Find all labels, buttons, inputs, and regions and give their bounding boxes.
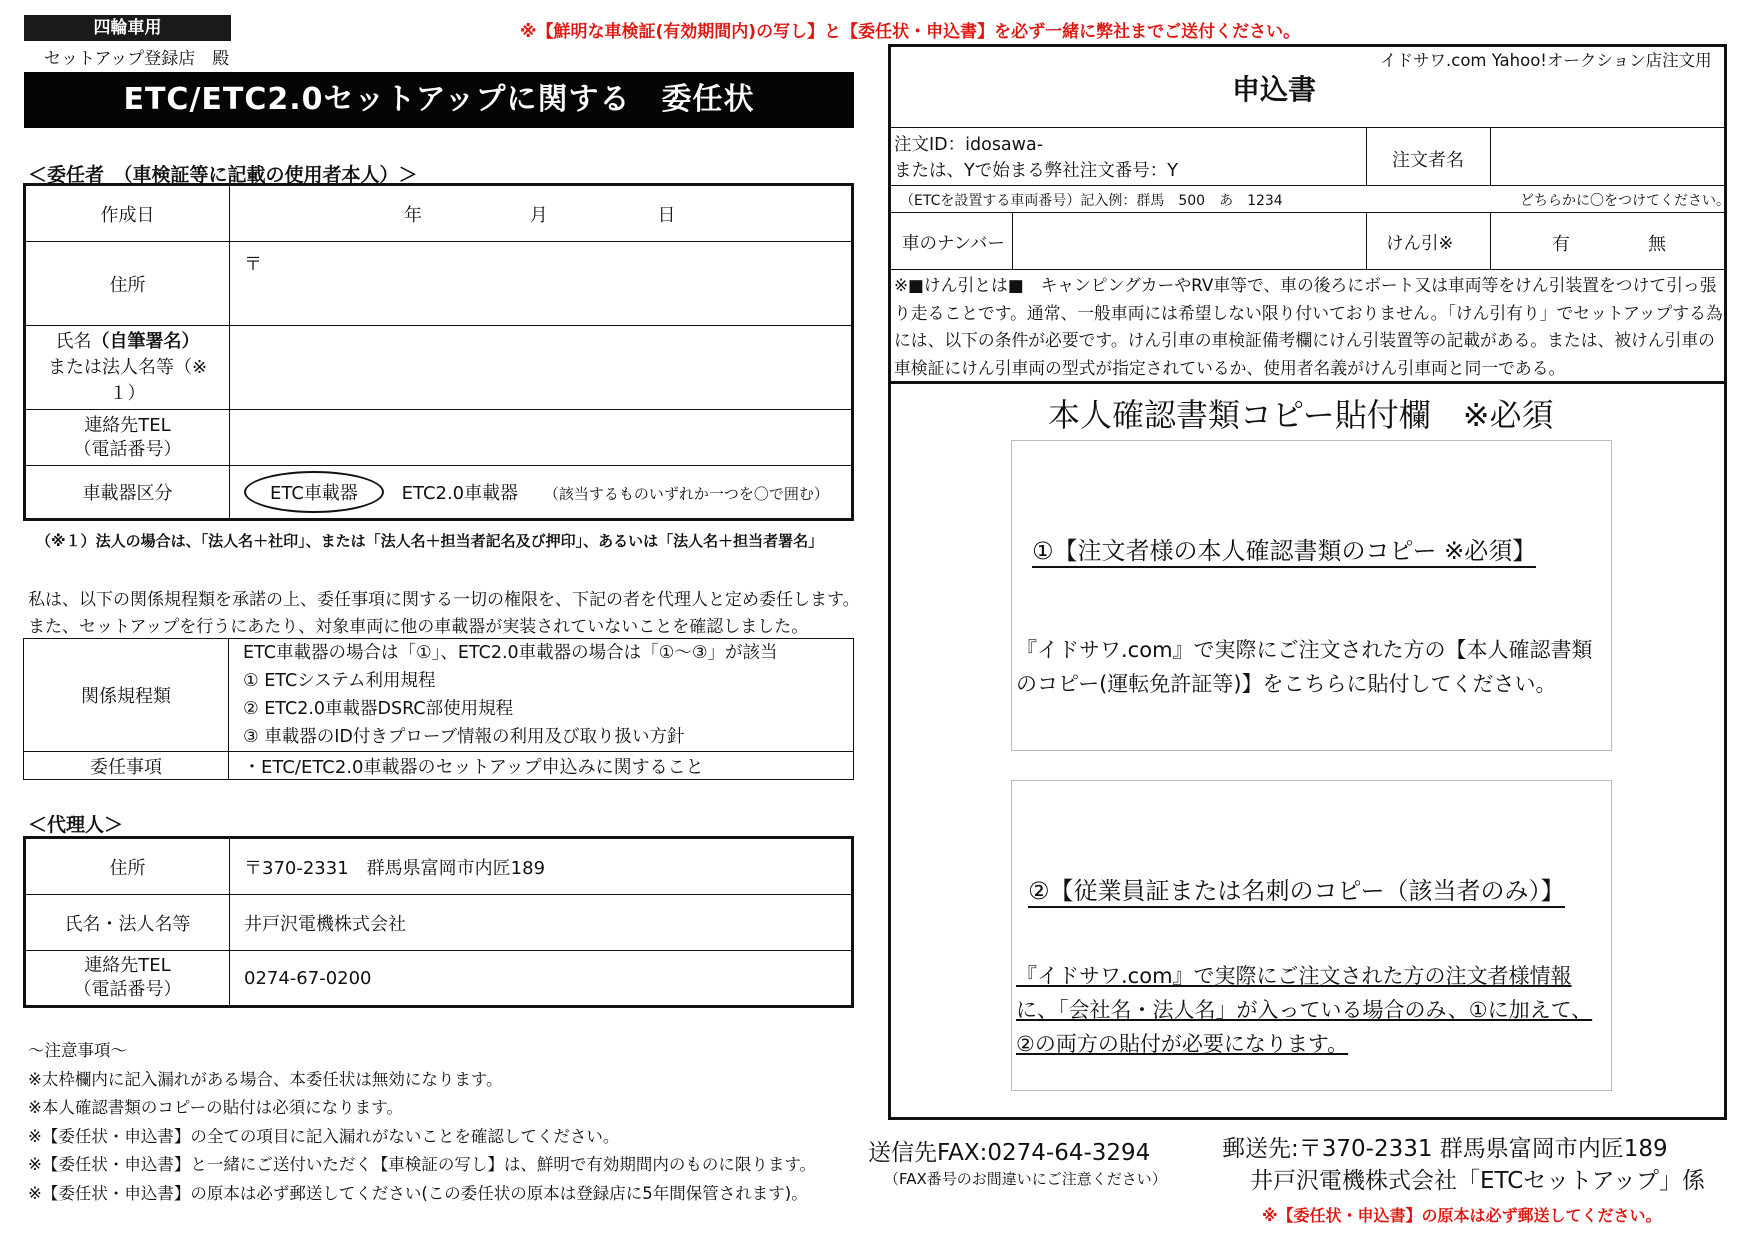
device-option-etc[interactable]: ETC車載器 <box>244 471 384 513</box>
mandate-text: ・ETC/ETC2.0車載器のセットアップ申込みに関すること <box>229 752 854 780</box>
page-title: ETC/ETC2.0セットアップに関する 委任状 <box>24 72 854 128</box>
divider <box>890 185 1725 186</box>
note-item: ※本人確認書類のコピーの貼付は必須になります。 <box>28 1098 403 1117</box>
divider <box>1490 212 1491 269</box>
box1-instructions: 『イドサワ.com』で実際にご注文された方の【本人確認書類 のコピー(運転免許証等)】をこちらに貼付してください。 <box>1016 638 1593 696</box>
tow-label: けん引※ <box>1386 234 1454 254</box>
fax-note: （FAX番号のお間違いにご注意ください） <box>884 1170 1167 1188</box>
divider <box>1366 127 1367 185</box>
name-field[interactable] <box>230 326 853 410</box>
fax-number: 送信先FAX:0274-64-3294 <box>868 1140 1151 1166</box>
plate-number-field[interactable] <box>1014 213 1364 268</box>
box2-title: ②【従業員証または名刺のコピー（該当者のみ）】 <box>1028 871 1565 908</box>
year-label: 年 <box>404 204 422 226</box>
device-field[interactable] <box>230 466 853 520</box>
agent-address-value: 〒370-2331 群馬県富岡市内匠189 <box>230 838 853 895</box>
tow-yes-option[interactable]: 有 <box>1552 234 1570 255</box>
orderer-label: 注文者名 <box>1392 150 1464 171</box>
rules-item: ① ETCシステム利用規程 <box>243 671 436 691</box>
corporate-footnote: （※１）法人の場合は、「法人名＋社印」、または「法人名＋担当者記名及び押印」、あるいは「法人名＋担当者署名」 <box>36 532 824 550</box>
mail-attention: 井戸沢電機株式会社「ETCセットアップ」係 <box>1250 1168 1705 1194</box>
rules-item: ③ 車載器のID付きプローブ情報の利用及び取り扱い方針 <box>243 727 685 747</box>
rules-item: ETC車載器の場合は「①」、ETC2.0車載器の場合は「①～③」が該当 <box>243 643 778 663</box>
mandate-label: 委任事項 <box>24 752 229 780</box>
divider <box>890 269 1725 270</box>
circle-hint: どちらかに〇をつけてください。 <box>1520 193 1730 209</box>
mail-address: 郵送先:〒370-2331 群馬県富岡市内匠189 <box>1222 1136 1668 1162</box>
orderer-name-field[interactable] <box>1491 128 1725 185</box>
rules-list <box>229 639 854 752</box>
device-note: （該当するものいずれか一つを〇で囲む） <box>543 485 829 503</box>
footer-red-note: ※【委任状・申込書】の原本は必ず郵送してください。 <box>1262 1206 1662 1225</box>
postal-mark: 〒 <box>244 254 262 275</box>
plate-hint: （ETCを設置する車両番号）記入例：群馬 500 あ 1234 <box>900 193 1283 209</box>
name-label: 氏名（自筆署名） または法人名等（※１） <box>25 326 230 410</box>
addressee: セットアップ登録店 殿 <box>44 49 230 69</box>
vehicle-type-tag: 四輪車用 <box>24 15 231 41</box>
rules-item: ② ETC2.0車載器DSRC部使用規程 <box>243 699 514 719</box>
id-copy-box-1[interactable] <box>1011 440 1612 751</box>
shop-label: イドサワ.com Yahoo!オークション店注文用 <box>1380 51 1712 70</box>
note-item: ※【委任状・申込書】の全ての項目に記入漏れがないことを確認してください。 <box>28 1126 620 1146</box>
box1-title: ①【注文者様の本人確認書類のコピー ※必須】 <box>1032 531 1536 568</box>
month-label: 月 <box>529 204 548 226</box>
tel-field[interactable] <box>230 410 853 466</box>
agent-tel-label: 連絡先TEL （電話番号） <box>25 951 230 1007</box>
address-field[interactable] <box>230 242 853 326</box>
device-option-etc2[interactable]: ETC2.0車載器 <box>401 483 519 504</box>
divider <box>1366 212 1367 269</box>
box2-instructions: 『イドサワ.com』で実際にご注文された方の注文者様情報 に、「会社名・法人名」が入っている場合のみ、①に加えて、 ②の両方の貼付が必要になります。 <box>1016 964 1593 1056</box>
date-label: 作成日 <box>25 185 230 242</box>
principal-table <box>23 183 854 521</box>
note-item: ※太枠欄内に記入漏れがある場合、本委任状は無効になります。 <box>28 1069 503 1089</box>
note-item: ※【委任状・申込書】の原本は必ず郵送してください(この委任状の原本は登録店に5年間保管されます)。 <box>28 1183 808 1203</box>
plate-label: 車のナンバー <box>902 234 1005 254</box>
device-label: 車載器区分 <box>25 466 230 520</box>
tow-explanation: ※■けん引とは■ キャンピングカーやRV車等で、車の後ろにボート又は車両等をけん引装置をつけて引っ張り走ることです。通常、一般車両には希望しない限り付いておりません。「けん引有り」でセットアップする為には、以下の条件が必要です。けん引車の車検証備考欄にけん引装置等の記載がある。または、被けん引車の車検証にけん引車両の型式が指定されているか、使用者名義がけん引車両と同一である。 <box>894 275 1723 378</box>
divider <box>890 381 1725 384</box>
agent-address-label: 住所 <box>25 838 230 895</box>
address-label: 住所 <box>25 242 230 326</box>
principal-heading: ＜委任者 （車検証等に記載の使用者本人）＞ <box>28 164 418 186</box>
red-notice: ※【鮮明な車検証(有効期間内)の写し】と【委任状・申込書】を必ず一緒に弊社までご送付ください。 <box>520 22 1301 42</box>
agent-name-label: 氏名・法人名等 <box>25 895 230 951</box>
agent-name-value: 井戸沢電機株式会社 <box>230 895 853 951</box>
order-id-label: 注文ID：idosawa- または、Yで始まる弊社注文番号：Y <box>894 135 1178 181</box>
day-label: 日 <box>657 204 676 226</box>
consent-line-1: 私は、以下の関係規程類を承諾の上、委任事項に関する一切の権限を、下記の者を代理人と定め委任します。 <box>28 590 860 610</box>
divider <box>1012 212 1013 269</box>
rules-table <box>23 638 854 780</box>
tel-label: 連絡先TEL （電話番号） <box>25 410 230 466</box>
agent-table <box>23 836 854 1008</box>
agent-tel-value: 0274-67-0200 <box>230 951 853 1007</box>
rules-label: 関係規程類 <box>24 639 229 752</box>
notes-title: ～注意事項～ <box>28 1041 127 1060</box>
application-title: 申込書 <box>1232 73 1317 106</box>
id-copy-box-2[interactable] <box>1011 780 1612 1091</box>
tow-no-option[interactable]: 無 <box>1648 234 1666 255</box>
consent-line-2: また、セットアップを行うにあたり、対象車両に他の車載器が実装されていないことを確認しました。 <box>28 617 809 637</box>
id-section-heading: 本人確認書類コピー貼付欄 ※必須 <box>1048 396 1554 434</box>
notes-block <box>28 1037 816 1208</box>
date-field[interactable] <box>230 185 853 242</box>
agent-heading: ＜代理人＞ <box>28 814 124 836</box>
note-item: ※【委任状・申込書】と一緒にご送付いただく【車検証の写し】は、鮮明で有効期間内のものに限ります。 <box>28 1155 817 1174</box>
